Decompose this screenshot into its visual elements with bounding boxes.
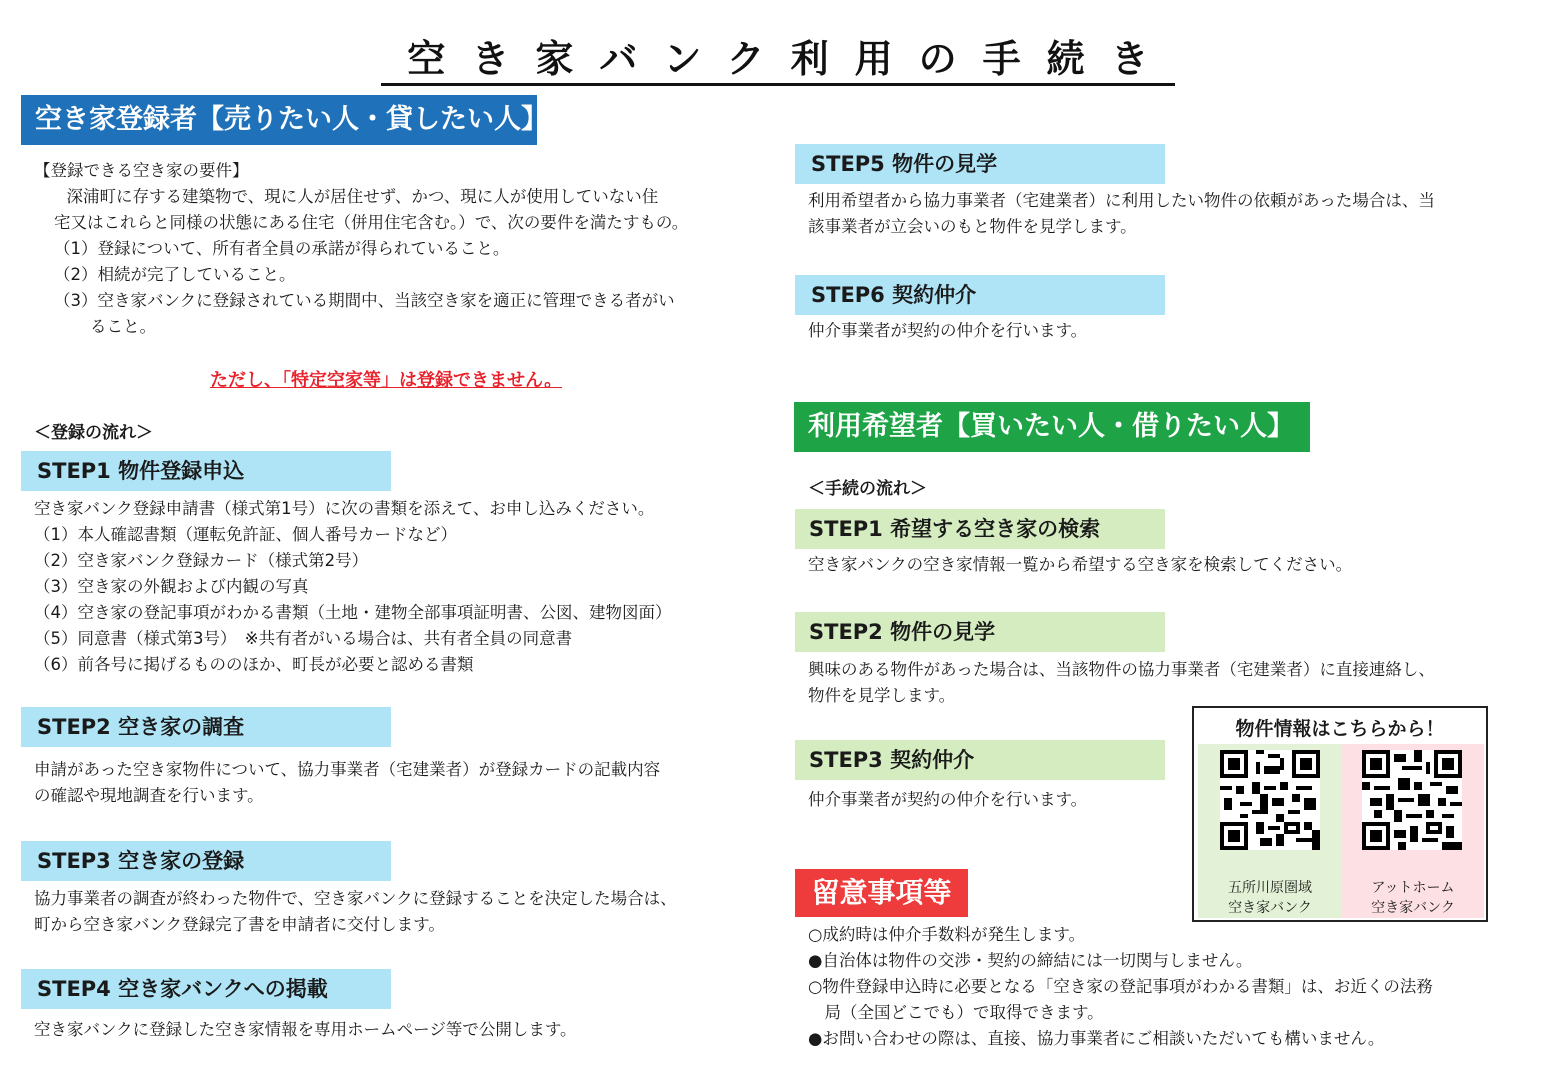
qr-panel-athome [1342, 744, 1484, 918]
note-item: ○成約時は仲介手数料が発生します。 [808, 925, 1086, 944]
requirement-item: （3）空き家バンクに登録されている期間中、当該空き家を適正に管理できる者がい [54, 291, 675, 310]
step-header: STEP6 契約仲介 [795, 275, 1165, 315]
note-item: ●自治体は物件の交渉・契約の締結には一切関与しません。 [808, 951, 1253, 970]
step-header: STEP2 物件の見学 [795, 612, 1165, 652]
step-text: （2）空き家バンク登録カード（様式第2号） [34, 551, 369, 570]
warning-note: ただし、「特定空家等」は登録できません。 [210, 370, 563, 391]
registration-flow-label: ＜登録の流れ＞ [34, 423, 153, 443]
step-header: STEP2 空き家の調査 [21, 707, 391, 747]
step-text: （6）前各号に掲げるもののほか、町長が必要と認める書類 [34, 655, 474, 674]
notes-header: 留意事項等 [795, 869, 968, 917]
qr-label-line: 五所川原圏域 [1228, 880, 1312, 896]
requirement-item: （2）相続が完了していること。 [54, 265, 296, 284]
step-text: 協力事業者の調査が終わった物件で、空き家バンクに登録することを決定した場合は、 [34, 889, 677, 908]
note-item: 局（全国どこでも）で取得できます。 [808, 1003, 1104, 1022]
procedure-flow-label: ＜手続の流れ＞ [808, 479, 927, 499]
step-header: STEP1 希望する空き家の検索 [795, 509, 1165, 549]
qr-code-icon[interactable] [1362, 750, 1462, 850]
qr-label-line: 空き家バンク [1371, 900, 1455, 916]
qr-label-goshogawara [1198, 878, 1342, 918]
step-header: STEP4 空き家バンクへの掲載 [21, 969, 391, 1009]
step-text: の確認や現地調査を行います。 [34, 786, 264, 805]
user-section-header: 利用希望者【買いたい人・借りたい人】 [794, 402, 1310, 452]
step-text: 町から空き家バンク登録完了書を申請者に交付します。 [34, 915, 445, 934]
step-text: 申請があった空き家物件について、協力事業者（宅建業者）が登録カードの記載内容 [34, 760, 661, 779]
requirement-item: ること。 [90, 317, 156, 336]
step-text: （3）空き家の外観および内観の写真 [34, 577, 309, 596]
step-text: （5）同意書（様式第3号） ※共有者がいる場合は、共有者全員の同意書 [34, 629, 573, 648]
requirements-heading: 【登録できる空き家の要件】 [34, 161, 249, 180]
step-text: （1）本人確認書類（運転免許証、個人番号カードなど） [34, 525, 457, 544]
owner-section-header: 空き家登録者【売りたい人・貸したい人】 [21, 95, 537, 145]
step-text: （4）空き家の登記事項がわかる書類（土地・建物全部事項証明書、公図、建物図面） [34, 603, 672, 622]
step-header: STEP3 空き家の登録 [21, 841, 391, 881]
requirement-item: （1）登録について、所有者全員の承諾が得られていること。 [54, 239, 510, 258]
qr-label-line: 空き家バンク [1228, 900, 1312, 916]
requirements-text: 宅又はこれらと同様の状態にある住宅（併用住宅含む。）で、次の要件を満たすもの。 [54, 213, 689, 232]
page-title: 空き家バンク利用の手続き [0, 28, 1556, 83]
step-text: 該事業者が立会いのもと物件を見学します。 [808, 217, 1137, 236]
step-header: STEP5 物件の見学 [795, 144, 1165, 184]
step-header: STEP1 物件登録申込 [21, 451, 391, 491]
qr-box-title: 物件情報はこちらから！ [1235, 718, 1445, 740]
requirements-text: 深浦町に存する建築物で、現に人が居住せず、かつ、現に人が使用していない住 [50, 187, 659, 206]
note-item: ●お問い合わせの際は、直接、協力事業者にご相談いただいても構いません。 [808, 1029, 1385, 1048]
qr-code-icon[interactable] [1220, 750, 1320, 850]
step-text: 空き家バンク登録申請書（様式第1号）に次の書類を添えて、お申し込みください。 [34, 499, 655, 518]
step-text: 空き家バンクに登録した空き家情報を専用ホームページ等で公開します。 [34, 1020, 577, 1039]
qr-panel-goshogawara [1198, 744, 1342, 918]
qr-label-line: アットホーム [1371, 880, 1455, 896]
qr-label-athome [1342, 878, 1484, 918]
note-item: ○物件登録申込時に必要となる「空き家の登記事項がわかる書類」は、お近くの法務 [808, 977, 1433, 996]
step-text: 空き家バンクの空き家情報一覧から希望する空き家を検索してください。 [808, 555, 1353, 574]
step-text: 仲介事業者が契約の仲介を行います。 [808, 321, 1088, 340]
step-header: STEP3 契約仲介 [795, 740, 1165, 780]
step-text: 利用希望者から協力事業者（宅建業者）に利用したい物件の依頼があった場合は、当 [808, 191, 1435, 210]
step-text: 物件を見学します。 [808, 686, 956, 705]
step-text: 興味のある物件があった場合は、当該物件の協力事業者（宅建業者）に直接連絡し、 [808, 660, 1435, 679]
step-text: 仲介事業者が契約の仲介を行います。 [808, 790, 1088, 809]
qr-info-box [1192, 706, 1488, 922]
